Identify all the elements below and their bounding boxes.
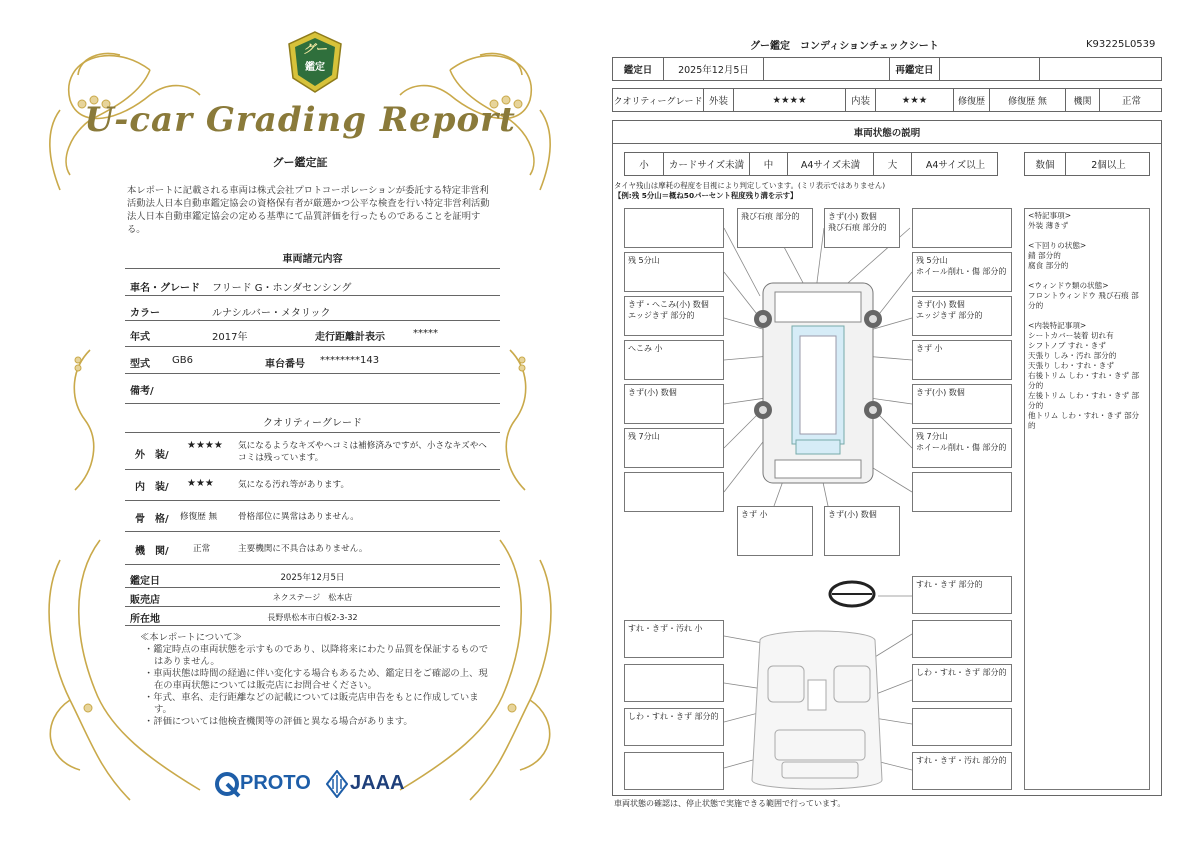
frame-value: 修復歴 無: [180, 512, 218, 522]
note-line: 天張り しみ・汚れ 部分的: [1028, 351, 1117, 360]
address-value: 長野県松本市白板2-3-32: [267, 613, 358, 622]
note-line: 他トリム しわ・すれ・きず 部分的: [1028, 411, 1140, 430]
year-label: 年式: [130, 332, 150, 343]
interior-car-outline: [752, 631, 882, 789]
count-label: 数個: [1035, 160, 1055, 171]
exterior-comment-box: 飛び石痕 部分的: [737, 208, 813, 248]
exterior-stars: ★★★★: [187, 440, 223, 451]
date-label: 鑑定日: [623, 65, 653, 76]
remarks-label: 備考/: [130, 386, 154, 397]
exterior-comment-box: きず(小) 数個: [912, 384, 1012, 424]
divider: [125, 346, 500, 347]
size-medium: 中: [749, 153, 787, 175]
frame-description: 骨格部位に異常はありません。: [238, 512, 359, 522]
divider: [125, 432, 500, 433]
date-value: 2025年12月5日: [663, 58, 763, 80]
exterior-comment-box: 残 7分山: [624, 428, 724, 468]
note-line: 錆 部分的: [1028, 251, 1061, 260]
divider: [125, 373, 500, 374]
divider: [125, 268, 500, 269]
appraisal-date-label: 鑑定日: [130, 576, 160, 587]
badge-bottom-text: 鑑定: [305, 62, 325, 73]
condition-check-sheet: [600, 0, 1200, 848]
note-line: <特記事項>: [1028, 211, 1072, 220]
exterior-comment-box: [912, 472, 1012, 512]
address-label: 所在地: [130, 614, 160, 625]
divider: [125, 564, 500, 565]
exterior-description: 気になるようなキズやヘコミは補修済みですが、小さなキズやヘコミは残っています。: [238, 441, 487, 463]
divider: [125, 625, 500, 626]
exterior-comment-box: [624, 472, 724, 512]
exterior-label: 外装: [703, 89, 733, 111]
certificate-body: 本レポートに記載される車両は株式会社プロトコーポレーションが委託する特定非営利活動法人日本自動車鑑定協会の資格保有者が厳選かつ公平な検査を行い特定非営利活動法人日本自動車鑑定協会の定める基準にて品質評価を行ったものであることを証明する。: [127, 185, 490, 235]
condition-title: 車両状態の説明: [853, 128, 921, 139]
exterior-comment-box: きず 小: [737, 506, 813, 556]
divider: [125, 500, 500, 501]
divider: [125, 320, 500, 321]
engine-description: 主要機関に不具合はありません。: [238, 544, 368, 554]
note-item: ・車両状態は時間の経過に伴い変化する場合もあるため、鑑定日をご確認の上、現在の車両状態については販売店にお問合せください。: [144, 668, 488, 691]
interior-comment-box: [624, 664, 724, 702]
chassis-value: ********143: [320, 355, 380, 366]
divider: [125, 295, 500, 296]
note-line: [1028, 271, 1146, 281]
exterior-comment-box: 残 7分山 ホイール削れ・傷 部分的: [912, 428, 1012, 468]
special-notes-panel: [1024, 208, 1150, 790]
tire-note-1: タイヤ残山は摩耗の程度を目視により判定しています。(ミリ表示ではありません): [614, 181, 886, 190]
appraisal-date-value: 2025年12月5日: [280, 573, 345, 583]
exterior-comment-box: きず 小: [912, 340, 1012, 380]
exterior-label: 外 装/: [135, 450, 169, 461]
note-item: ・評価については他検査機関等の評価と異なる場合があります。: [144, 716, 413, 727]
interior-description: 気になる汚れ等があります。: [238, 480, 350, 490]
proto-logo-text: PROTO: [240, 772, 311, 794]
note-line: 外装 薄きず: [1028, 221, 1069, 230]
divider: [125, 531, 500, 532]
grade-title: クオリティーグレード: [263, 418, 362, 429]
steering-wheel-icon: [830, 582, 874, 606]
engine-label: 機 関/: [135, 546, 169, 557]
interior-comment-box: すれ・きず・汚れ 小: [624, 620, 724, 658]
report-notes: [140, 632, 495, 728]
exterior-stars: ★★★★: [733, 89, 845, 111]
exterior-comment-box: きず(小) 数個: [624, 384, 724, 424]
model-value: GB6: [172, 355, 193, 366]
note-line: [1028, 231, 1146, 241]
report-title: U-car Grading Report: [84, 100, 516, 140]
notes-title: ≪本レポートについて≫: [140, 632, 243, 643]
color-label: カラー: [130, 308, 160, 319]
divider: [125, 606, 500, 607]
engine-value: 正常: [193, 544, 211, 554]
specs-title: 車両諸元内容: [282, 254, 343, 265]
size-large-desc: A4サイズ以上: [911, 153, 999, 175]
exterior-comment-box: きず(小) 数個: [824, 506, 900, 556]
car-name-label: 車名・グレード: [130, 283, 200, 294]
tire-note-2: 【例:残 5分山＝概ね50パーセント程度残り溝を示す】: [614, 191, 798, 200]
note-item: ・鑑定時点の車両状態を示すものであり、以降将来にわたり品質を保証するものではありません。: [144, 644, 488, 667]
note-line: <ウィンドウ類の状態>: [1028, 281, 1109, 290]
engine-label: 機関: [1065, 89, 1099, 111]
note-line: 左後トリム しわ・すれ・きず 部分的: [1028, 391, 1140, 410]
mileage-label: 走行距離計表示: [315, 332, 385, 343]
size-small-desc: カードサイズ未満: [663, 153, 749, 175]
jaaa-logo-icon: [326, 770, 348, 798]
exterior-comment-box: [624, 208, 724, 248]
quality-label: クオリティーグレード: [613, 96, 703, 107]
interior-label: 内装: [845, 89, 875, 111]
interior-comment-box: しわ・すれ・きず 部分的: [624, 708, 724, 746]
engine-value: 正常: [1099, 89, 1163, 111]
note-line: <内装特記事項>: [1028, 321, 1087, 330]
note-line: 右後トリム しわ・すれ・きず 部分的: [1028, 371, 1140, 390]
certificate-title: グー鑑定証: [272, 156, 328, 169]
model-label: 型式: [130, 359, 150, 370]
chassis-label: 車台番号: [265, 359, 305, 370]
size-medium-desc: A4サイズ未満: [787, 153, 873, 175]
car-name-value: フリード G・ホンダセンシング: [212, 283, 352, 294]
exterior-comment-box: 残 5分山 ホイール削れ・傷 部分的: [912, 252, 1012, 292]
exterior-comment-box: [912, 208, 1012, 248]
interior-comment-box: [624, 752, 724, 790]
frame-label: 骨 格/: [135, 514, 169, 525]
history-label: 修復歴: [953, 89, 989, 111]
exterior-comment-box: きず(小) 数個 飛び石痕 部分的: [824, 208, 900, 248]
mileage-value: *****: [413, 328, 438, 339]
exterior-comment-box: きず・へこみ(小) 数個 エッジきず 部分的: [624, 296, 724, 336]
year-value: 2017年: [212, 332, 248, 343]
interior-comment-box: [912, 708, 1012, 746]
shop-label: 販売店: [130, 595, 160, 606]
divider: [125, 587, 500, 588]
interior-stars: ★★★: [875, 89, 953, 111]
proto-logo-icon: [215, 772, 241, 798]
exterior-comment-box: 残 5分山: [624, 252, 724, 292]
interior-comment-box: [912, 620, 1012, 658]
note-line: 天張り しわ・すれ・きず: [1028, 361, 1114, 370]
interior-comment-box: すれ・きず 部分的: [912, 576, 1012, 614]
exterior-comment-box: きず(小) 数個 エッジきず 部分的: [912, 296, 1012, 336]
divider: [125, 469, 500, 470]
note-line: 腐食 部分的: [1028, 261, 1069, 270]
interior-label: 内 装/: [135, 482, 169, 493]
note-line: フロントウィンドウ 飛び石痕 部分的: [1028, 291, 1139, 310]
interior-comment-box: しわ・すれ・きず 部分的: [912, 664, 1012, 702]
exterior-comment-box: へこみ 小: [624, 340, 724, 380]
interior-comment-box: すれ・きず・汚れ 部分的: [912, 752, 1012, 790]
history-value: 修復歴 無: [989, 89, 1065, 111]
size-large: 大: [873, 153, 911, 175]
color-value: ルナシルバー・メタリック: [212, 308, 331, 319]
note-line: シートカバー装着 切れ有: [1028, 331, 1114, 340]
badge-top-text: グー: [302, 42, 327, 56]
jaaa-logo-text: JAAA: [350, 772, 405, 794]
interior-stars: ★★★: [187, 478, 214, 489]
redate-label: 再鑑定日: [889, 58, 939, 80]
shop-value: ネクステージ 松本店: [272, 593, 353, 602]
count-desc: 2個以上: [1065, 153, 1151, 175]
note-line: [1028, 311, 1146, 321]
divider: [125, 403, 500, 404]
size-small: 小: [639, 160, 649, 171]
note-item: ・年式、車名、走行距離などの記載については販売店申告をもとに作成しています。: [144, 692, 479, 715]
sheet-title: グー鑑定 コンディションチェックシート: [750, 41, 939, 52]
note-line: <下回りの状態>: [1028, 241, 1087, 250]
footer-note: 車両状態の確認は、停止状態で実施できる範囲で行っています。: [614, 799, 846, 808]
note-line: シフトノブ すれ・きず: [1028, 341, 1106, 350]
exterior-car-outline: [754, 283, 882, 483]
sheet-id: K93225L0539: [1086, 39, 1156, 50]
